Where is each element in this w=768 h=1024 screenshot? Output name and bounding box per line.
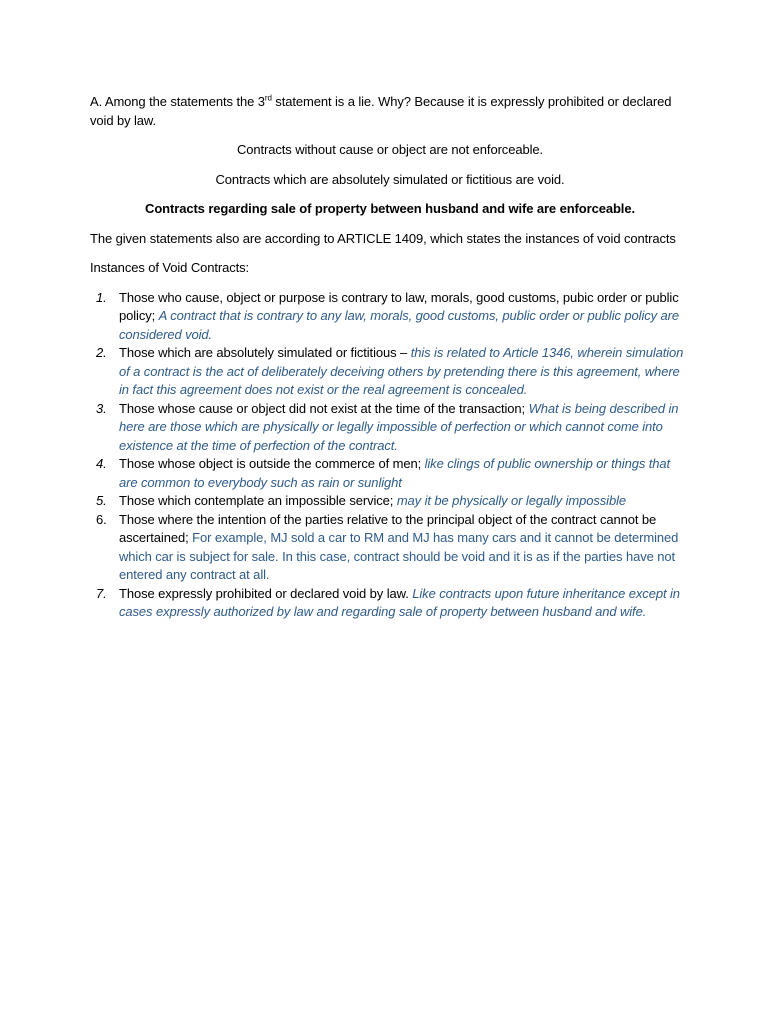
list-item-note: this is related to Article 1346, wherein simulation of a contract is the act of deliberately deceiving others by pretending there is this agreement, where in fact this agreement does not exist or the real agreement is concealed. — [119, 345, 684, 397]
list-item-note: A contract that is contrary to any law, morals, good customs, public order or public policy are considered void. — [119, 308, 680, 342]
list-item-number: 2. — [96, 345, 107, 360]
intro-text-end: statement is a lie. Why? Because it is expressly prohibited or declared void by law. — [90, 94, 672, 128]
list-item-number: 3. — [96, 400, 107, 416]
intro-text-start: A. Among the statements the 3 — [90, 94, 265, 109]
list-item-note: Like contracts upon future inheritance except in cases expressly authorized by law and regarding sale of property between husband and wife. — [119, 585, 680, 619]
instances-heading: Instances of Void Contracts: — [90, 260, 250, 275]
list-item-number: 7. — [96, 585, 107, 601]
list-item-note: For example, MJ sold a car to RM and MJ has many cars and it cannot be determined which car is subject for sale. In this case, contract should be void and it is as if the parties have not entered any contract at all. — [119, 530, 679, 582]
list-item-note: like clings of public ownership or things that are common to everybody such as rain or sunlight — [119, 456, 671, 490]
list-item-note: may it be physically or legally impossible — [396, 493, 627, 508]
list-item — [90, 400, 690, 456]
list-item — [90, 511, 690, 585]
list-item-statement: Those which contemplate an impossible service; — [119, 493, 397, 508]
list-item — [90, 455, 690, 492]
article-reference-line: The given statements also are according to ARTICLE 1409, which states the instances of void contracts — [90, 230, 676, 246]
list-item-statement: Those where the intention of the parties relative to the principal object of the contract cannot be ascertained; — [119, 511, 657, 545]
statement-1: Contracts without cause or object are not enforceable. — [236, 142, 544, 157]
list-item — [90, 492, 690, 511]
intro-ordinal-superscript: rd — [264, 93, 272, 103]
list-item-number: 1. — [96, 289, 107, 305]
list-item — [90, 289, 690, 345]
list-item-number: 5. — [96, 493, 107, 508]
intro-paragraph — [90, 93, 690, 130]
list-item-number: 6. — [96, 511, 107, 527]
list-item-statement: Those whose cause or object did not exist at the time of the transaction; — [119, 400, 529, 416]
list-item-statement: Those which are absolutely simulated or fictitious – — [119, 345, 411, 360]
list-item — [90, 585, 690, 622]
statement-3: Contracts regarding sale of property between husband and wife are enforceable. — [145, 201, 635, 216]
statement-2: Contracts which are absolutely simulated or fictitious are void. — [215, 171, 565, 187]
list-item-statement: Those expressly prohibited or declared void by law. — [119, 585, 413, 601]
list-item-statement: Those who cause, object or purpose is contrary to law, morals, good customs, pubic order or public policy; — [119, 289, 679, 323]
list-item-number: 4. — [96, 456, 107, 471]
instances-list — [90, 289, 690, 622]
list-item-note: What is being described in here are those which are physically or legally impossible of perfection or which cannot come into existence at the time of perfection of the contract. — [119, 400, 679, 453]
document-page — [90, 93, 690, 622]
list-item-statement: Those whose object is outside the commerce of men; — [119, 456, 425, 471]
list-item — [90, 344, 690, 400]
